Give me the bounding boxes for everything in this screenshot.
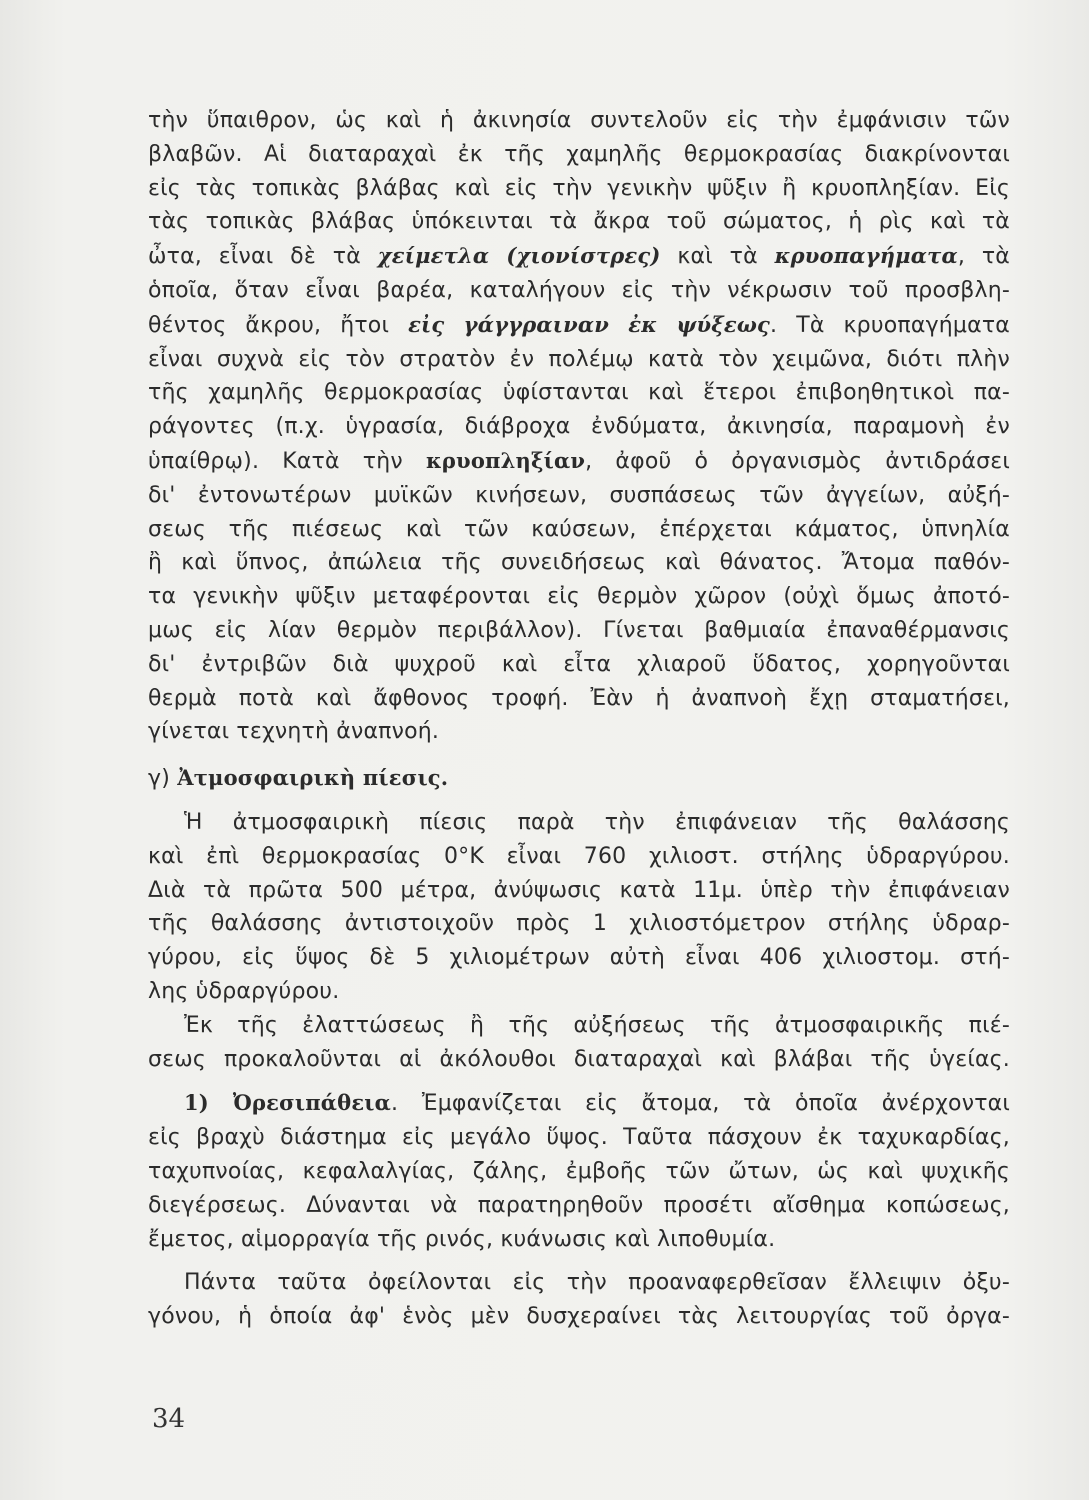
text-line: τὰς τοπικὰς βλάβας ὑπόκεινται τὰ ἄκρα τοῦ σώματος, ἡ ρὶς καὶ τὰ (148, 209, 1010, 235)
text-line: τὴν ὕπαιθρον, ὡς καὶ ἡ ἀκινησία συντελοῦν εἰς τὴν ἐμφάνισιν τῶν (148, 108, 1010, 133)
text-line: τα γενικὴν ψῦξιν μεταφέρονται εἰς θερμὸν χῶρον (οὐχὶ ὅμως ἀποτό- (148, 584, 1010, 610)
term-frostbite: κρυοπαγήματα (774, 243, 958, 269)
text-line: ράγοντες (π.χ. ὑγρασία, διάβροχα ἐνδύματα, ἀκινησία, παραμονὴ ἐν (148, 414, 1010, 440)
text-line: ὁποῖα, ὅταν εἶναι βαρέα, καταλήγουν εἰς τὴν νέκρωσιν τοῦ προσβλη- (148, 277, 1010, 303)
text-line: Πάντα ταῦτα ὀφείλονται εἰς τὴν προαναφερθεῖσαν ἔλλειψιν ὀξυ- (184, 1270, 1010, 1296)
text-line: βλαβῶν. Αἱ διαταραχαὶ ἐκ τῆς χαμηλῆς θερμοκρασίας διακρίνονται (148, 141, 1010, 167)
text-line: γίνεται τεχνητὴ ἀναπνοή. (148, 719, 440, 745)
text-line: εἰς τὰς τοπικὰς βλάβας καὶ εἰς τὴν γενικὴν ψῦξιν ἢ κρυοπληξίαν. Εἰς (148, 175, 1010, 201)
page-number: 34 (152, 1404, 186, 1434)
text-line: Ἐκ τῆς ἐλαττώσεως ἢ τῆς αὐξήσεως τῆς ἀτμοσφαιρικῆς πιέ- (184, 1012, 1010, 1038)
text-line: 1) Ὀρεσιπάθεια. Ἐμφανίζεται εἰς ἄτομα, τὰ ὁποῖα ἀνέρχονται (184, 1090, 1010, 1117)
text-line: δι' ἐντονωτέρων μυϊκῶν κινήσεων, συσπάσεως τῶν ἀγγείων, αὐξή- (148, 482, 1010, 508)
text-line: λης ὑδραργύρου. (148, 978, 340, 1004)
text-line: δι' ἐντριβῶν διὰ ψυχροῦ καὶ εἶτα χλιαροῦ ὕδατος, χορηγοῦνται (148, 651, 1010, 677)
text-line: γόνου, ἡ ὁποία ἀφ' ἑνὸς μὲν δυσχεραίνει τὰς λειτουργίας τοῦ ὀργα- (148, 1304, 1010, 1330)
text-line: σεως τῆς πιέσεως καὶ τῶν καύσεων, ἐπέρχεται κάματος, ὑπνηλία (148, 516, 1010, 542)
text-line: Διὰ τὰ πρῶτα 500 μέτρα, ἀνύψωσις κατὰ 11μ. ὑπὲρ τὴν ἐπιφάνειαν (148, 877, 1010, 903)
text-line: μως εἰς λίαν θερμὸν περιβάλλον). Γίνεται βαθμιαία ἐπαναθέρμανσις (148, 617, 1010, 643)
body-text (148, 104, 1010, 1334)
text-line: ὑπαίθρῳ). Κατὰ τὴν κρυοπληξίαν, ἀφοῦ ὁ ὀργανισμὸς ἀντιδράσει (148, 447, 1011, 474)
text-line: ὦτα, εἶναι δὲ τὰ χείμετλα (χιονίστρες) καὶ τὰ κρυοπαγήματα, τὰ (148, 243, 1010, 270)
text-line: γύρου, εἰς ὕψος δὲ 5 χιλιομέτρων αὐτὴ εἶναι 406 χιλιοστομ. στή- (148, 945, 1010, 971)
text-line: εἶναι συχνὰ εἰς τὸν στρατὸν ἐν πολέμῳ κατὰ τὸν χειμῶνα, διότι πλὴν (148, 346, 1010, 372)
term-chilblains: χείμετλα (χιονίστρες) (377, 243, 661, 269)
term-altitude-sickness: Ὀρεσιπάθεια (232, 1090, 392, 1116)
text-line: θερμὰ ποτὰ καὶ ἄφθονος τροφή. Ἐὰν ἡ ἀναπνοὴ ἔχῃ σταματήσει, (148, 685, 1010, 711)
text-line: ἢ καὶ ὕπνος, ἀπώλεια τῆς συνειδήσεως καὶ θάνατος. Ἄτομα παθόν- (148, 550, 1010, 576)
text-line: διεγέρσεως. Δύνανται νὰ παρατηρηθοῦν προσέτι αἴσθημα κοπώσεως, (148, 1192, 1010, 1218)
text-line: εἰς βραχὺ διάστημα εἰς μεγάλο ὕψος. Ταῦτα πάσχουν ἐκ ταχυκαρδίας, (148, 1125, 1010, 1151)
text-line: καὶ ἐπὶ θερμοκρασίας 0°K εἶναι 760 χιλιοστ. στήλης ὑδραργύρου. (148, 843, 1010, 869)
term-hypothermia: κρυοπληξίαν (425, 447, 586, 473)
text-line: ἔμετος, αἱμορραγία τῆς ρινός, κυάνωσις καὶ λιποθυμία. (148, 1226, 776, 1252)
text-line: ταχυπνοίας, κεφαλαλγίας, ζάλης, ἐμβοῆς τῶν ὤτων, ὡς καὶ ψυχικῆς (148, 1158, 1010, 1184)
text-line: τῆς χαμηλῆς θερμοκρασίας ὑφίστανται καὶ ἕτεροι ἐπιβοηθητικοὶ πα- (148, 380, 1010, 406)
text-line: Ἡ ἀτμοσφαιρικὴ πίεσις παρὰ τὴν ἐπιφάνειαν τῆς θαλάσσης (184, 809, 1010, 835)
text-line: τῆς θαλάσσης ἀντιστοιχοῦν πρὸς 1 χιλιοστόμετρον στήλης ὑδραρ- (148, 911, 1010, 937)
section-heading: γ) Ἀτμοσφαιρικὴ πίεσις. (148, 765, 449, 792)
term-gangrene: εἰς γάγγραιναν ἐκ ψύξεως (408, 311, 771, 337)
text-line: σεως προκαλοῦνται αἱ ἀκόλουθοι διαταραχαὶ καὶ βλάβαι τῆς ὑγείας. (148, 1046, 1010, 1072)
text-line: θέντος ἄκρου, ἤτοι εἰς γάγγραιναν ἐκ ψύξεως. Τὰ κρυοπαγήματα (148, 311, 1010, 338)
